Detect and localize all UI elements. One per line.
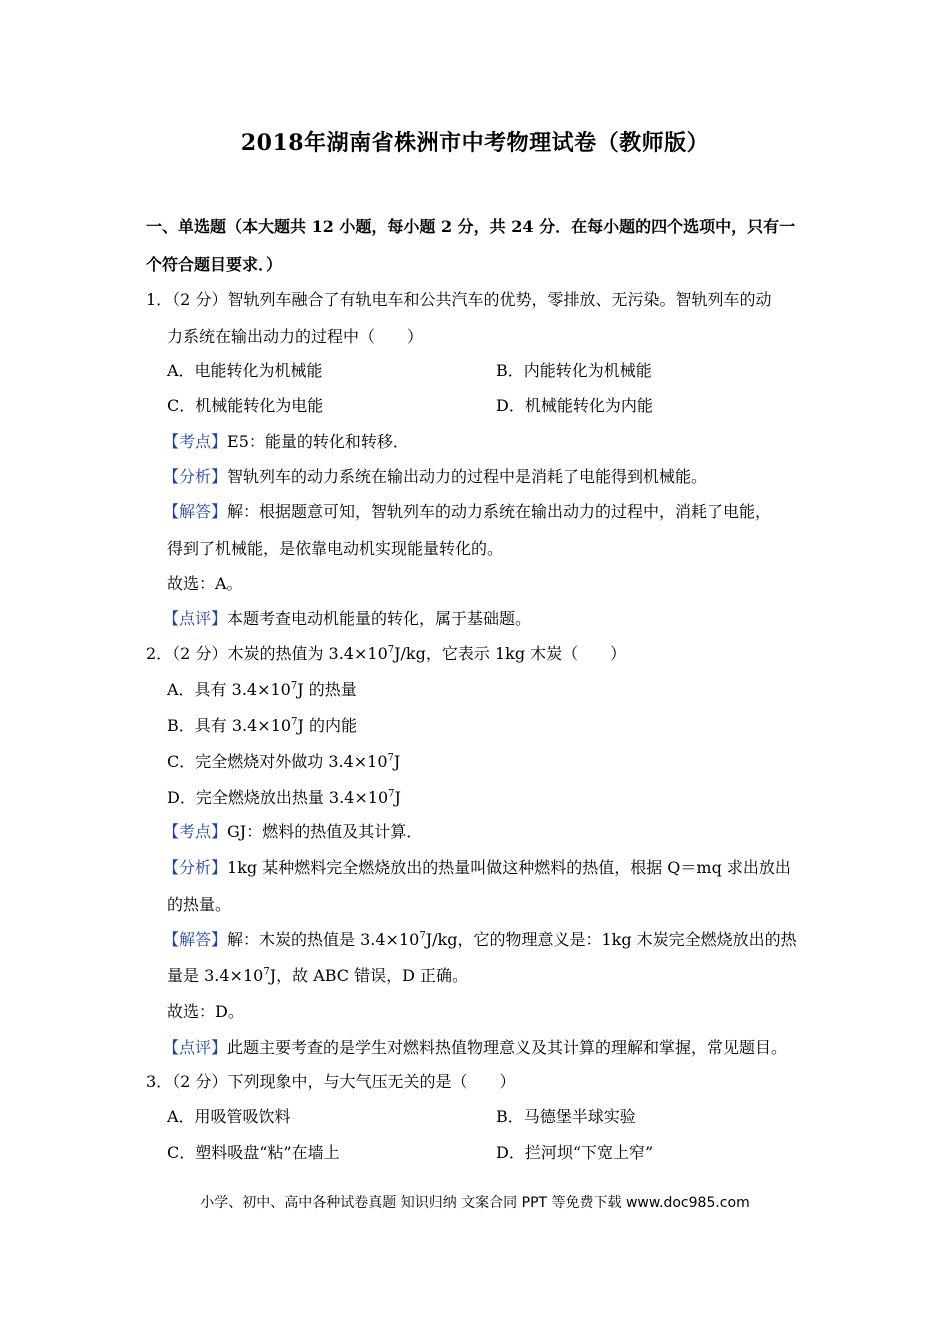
q1-kaodian-text: E5：能量的转化和转移． xyxy=(227,432,409,451)
q3-stem: 3．（2 分）下列现象中，与大气压无关的是（ ） xyxy=(146,1072,516,1091)
kaodian-tag: 【考点】 xyxy=(163,822,228,841)
q2-fenxi-text-1: 1kg 某种燃料完全燃烧放出的热量叫做这种燃料的热值，根据 Q＝mq 求出放出 xyxy=(227,858,791,877)
q2-option-b-exponent: 7 xyxy=(291,716,298,728)
q2-fenxi-line-2: 的热量。 xyxy=(167,895,232,914)
q3-option-a: A．用吸管吸饮料 xyxy=(167,1107,291,1126)
q1-fenxi xyxy=(163,467,707,487)
q2-kaodian xyxy=(163,822,422,842)
section-heading-line-2: 个符合题目要求．） xyxy=(146,255,283,274)
q2-option-a-exponent: 7 xyxy=(290,680,298,692)
q2-kaodian-text: GJ：燃料的热值及其计算． xyxy=(227,822,423,841)
q2-option-b xyxy=(167,716,357,736)
q2-jieda-line-1 xyxy=(163,930,797,950)
q1-dianping-text: 本题考查电动机能量的转化，属于基础题。 xyxy=(227,609,532,628)
q2-fenxi-line-1 xyxy=(163,858,791,878)
q2-jieda-line-2 xyxy=(167,966,468,986)
q2-jieda-text-1b: J/kg，它的物理意义是：1kg 木炭完全燃烧放出的热 xyxy=(425,930,797,949)
page-footer: 小学、初中、高中各种试卷真题 知识归纳 文案合同 PPT 等免费下载 www.doc985.com xyxy=(200,1195,750,1211)
q2-option-c-exponent: 7 xyxy=(387,752,394,764)
q2-option-d-text-b: J xyxy=(394,788,401,807)
q2-option-d-text-a: D．完全燃烧放出热量 3.4×10 xyxy=(167,788,389,807)
q2-option-c-text-a: C．完全燃烧对外做功 3.4×10 xyxy=(167,752,388,771)
dianping-tag: 【点评】 xyxy=(163,609,228,628)
q2-option-b-text-b: J 的内能 xyxy=(297,716,357,735)
q2-option-a-text-b: J 的热量 xyxy=(297,680,357,699)
q1-kaodian xyxy=(163,432,409,452)
q1-option-a: A．电能转化为机械能 xyxy=(167,361,323,380)
q2-dianping xyxy=(163,1038,787,1058)
q2-dianping-text: 此题主要考查的是学生对燃料热值物理意义及其计算的理解和掌握，常见题目。 xyxy=(227,1038,788,1057)
q1-answer: 故选：A。 xyxy=(167,574,243,593)
q2-stem-text-b: J/kg，它表示 1kg 木炭（ ） xyxy=(394,644,627,663)
kaodian-tag: 【考点】 xyxy=(163,432,228,451)
jieda-tag: 【解答】 xyxy=(163,502,228,521)
q1-stem-line-2: 力系统在输出动力的过程中（ ） xyxy=(167,327,424,346)
q2-option-d xyxy=(167,788,401,808)
q3-option-d: D．拦河坝“下宽上窄” xyxy=(496,1143,654,1162)
q2-stem-text-a: 2．（2 分）木炭的热值为 3.4×10 xyxy=(146,644,388,663)
q2-stem-exponent: 7 xyxy=(387,644,395,656)
q2-option-a-text-a: A．具有 3.4×10 xyxy=(167,680,291,699)
q3-option-b: B．马德堡半球实验 xyxy=(496,1107,636,1126)
q1-jieda-line-1 xyxy=(163,502,771,522)
q1-fenxi-text: 智轨列车的动力系统在输出动力的过程中是消耗了电能得到机械能。 xyxy=(227,467,708,486)
jieda-tag: 【解答】 xyxy=(163,930,228,949)
q2-jieda-text-2a: 量是 3.4×10 xyxy=(167,966,264,985)
q2-option-c xyxy=(167,752,400,772)
q2-jieda-exponent-1: 7 xyxy=(419,930,426,942)
q2-answer: 故选：D。 xyxy=(167,1002,244,1021)
q2-option-a xyxy=(167,680,357,700)
q1-option-d: D．机械能转化为内能 xyxy=(496,396,653,415)
q2-option-c-text-b: J xyxy=(393,752,401,771)
q2-stem xyxy=(146,644,626,664)
q1-dianping xyxy=(163,609,531,629)
q1-stem-line-1: 1．（2 分）智轨列车融合了有轨电车和公共汽车的优势，零排放、无污染。智轨列车的动 xyxy=(146,290,772,309)
q2-jieda-exponent-2: 7 xyxy=(263,966,270,978)
q2-option-b-text-a: B．具有 3.4×10 xyxy=(167,716,292,735)
q2-jieda-text-1a: 解：木炭的热值是 3.4×10 xyxy=(227,930,420,949)
q2-option-d-exponent: 7 xyxy=(388,788,395,800)
q1-option-b: B．内能转化为机械能 xyxy=(496,361,652,380)
q2-jieda-text-2b: J，故 ABC 错误，D 正确。 xyxy=(269,966,469,985)
q1-jieda-line-2: 得到了机械能，是依靠电动机实现能量转化的。 xyxy=(167,539,504,558)
page-title: 2018年湖南省株洲市中考物理试卷（教师版） xyxy=(240,130,710,156)
q1-option-c: C．机械能转化为电能 xyxy=(167,396,324,415)
section-heading-line-1: 一、单选题（本大题共 12 小题，每小题 2 分，共 24 分．在每小题的四个选项中，只有一 xyxy=(146,217,796,236)
q1-jieda-text-1: 解：根据题意可知，智轨列车的动力系统在输出动力的过程中，消耗了电能， xyxy=(227,502,772,521)
fenxi-tag: 【分析】 xyxy=(163,467,228,486)
dianping-tag: 【点评】 xyxy=(163,1038,228,1057)
q3-option-c: C．塑料吸盘“粘”在墙上 xyxy=(167,1143,340,1162)
fenxi-tag: 【分析】 xyxy=(163,858,228,877)
